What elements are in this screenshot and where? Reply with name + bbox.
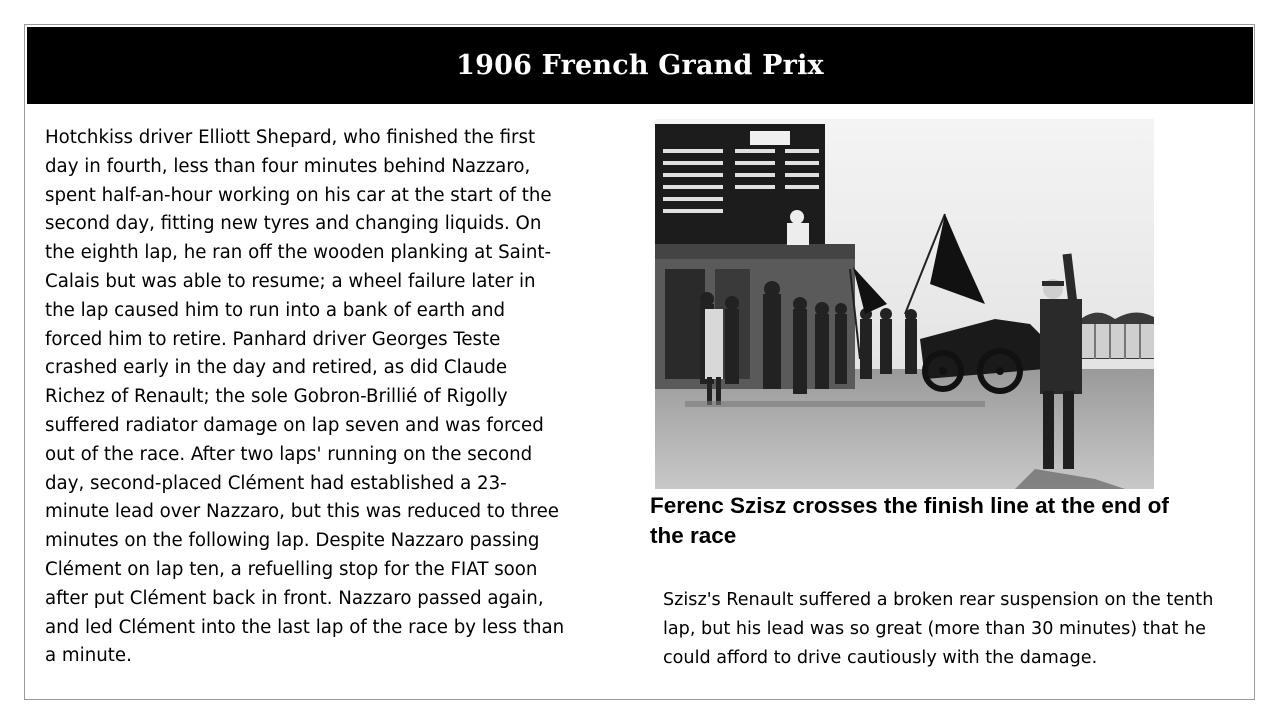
finish-line-photo bbox=[655, 119, 1154, 489]
body-text-left: Hotchkiss driver Elliott Shepard, who finished the first day in fourth, less than four minutes behind Nazzaro, spent half-an-hour working on his car at the start of the second day, fitting new tyres and changing liquids. On the eighth lap, he ran off the wooden planking at Saint-Calais but was able to resume; a wheel failure later in the lap caused him to run into a bank of earth and forced him to retire. Panhard driver Georges Teste crashed early in the day and retired, as did Claude Richez of Renault; the sole Gobron-Brillié of Rigolly suffered radiator damage on lap seven and was forced out of the race. After two laps' running on the second day, second-placed Clément had established a 23-minute lead over Nazzaro, but this was reduced to three minutes on the following lap. Despite Nazzaro passing Clément on lap ten, a refuelling stop for the FIAT soon after put Clément back in front. Nazzaro passed again, and led Clément into the last lap of the race by less than a minute. bbox=[45, 127, 565, 667]
body-text-right: Szisz's Renault suffered a broken rear suspension on the tenth lap, but his lead was so great (more than 30 minutes) that he could afford to drive cautiously with the damage. bbox=[663, 590, 1214, 668]
title-bar bbox=[27, 27, 1253, 104]
photo-illustration bbox=[655, 119, 1154, 489]
photo-caption: Ferenc Szisz crosses the finish line at the end of the race bbox=[650, 493, 1169, 548]
slide-title: 1906 French Grand Prix bbox=[456, 50, 824, 81]
